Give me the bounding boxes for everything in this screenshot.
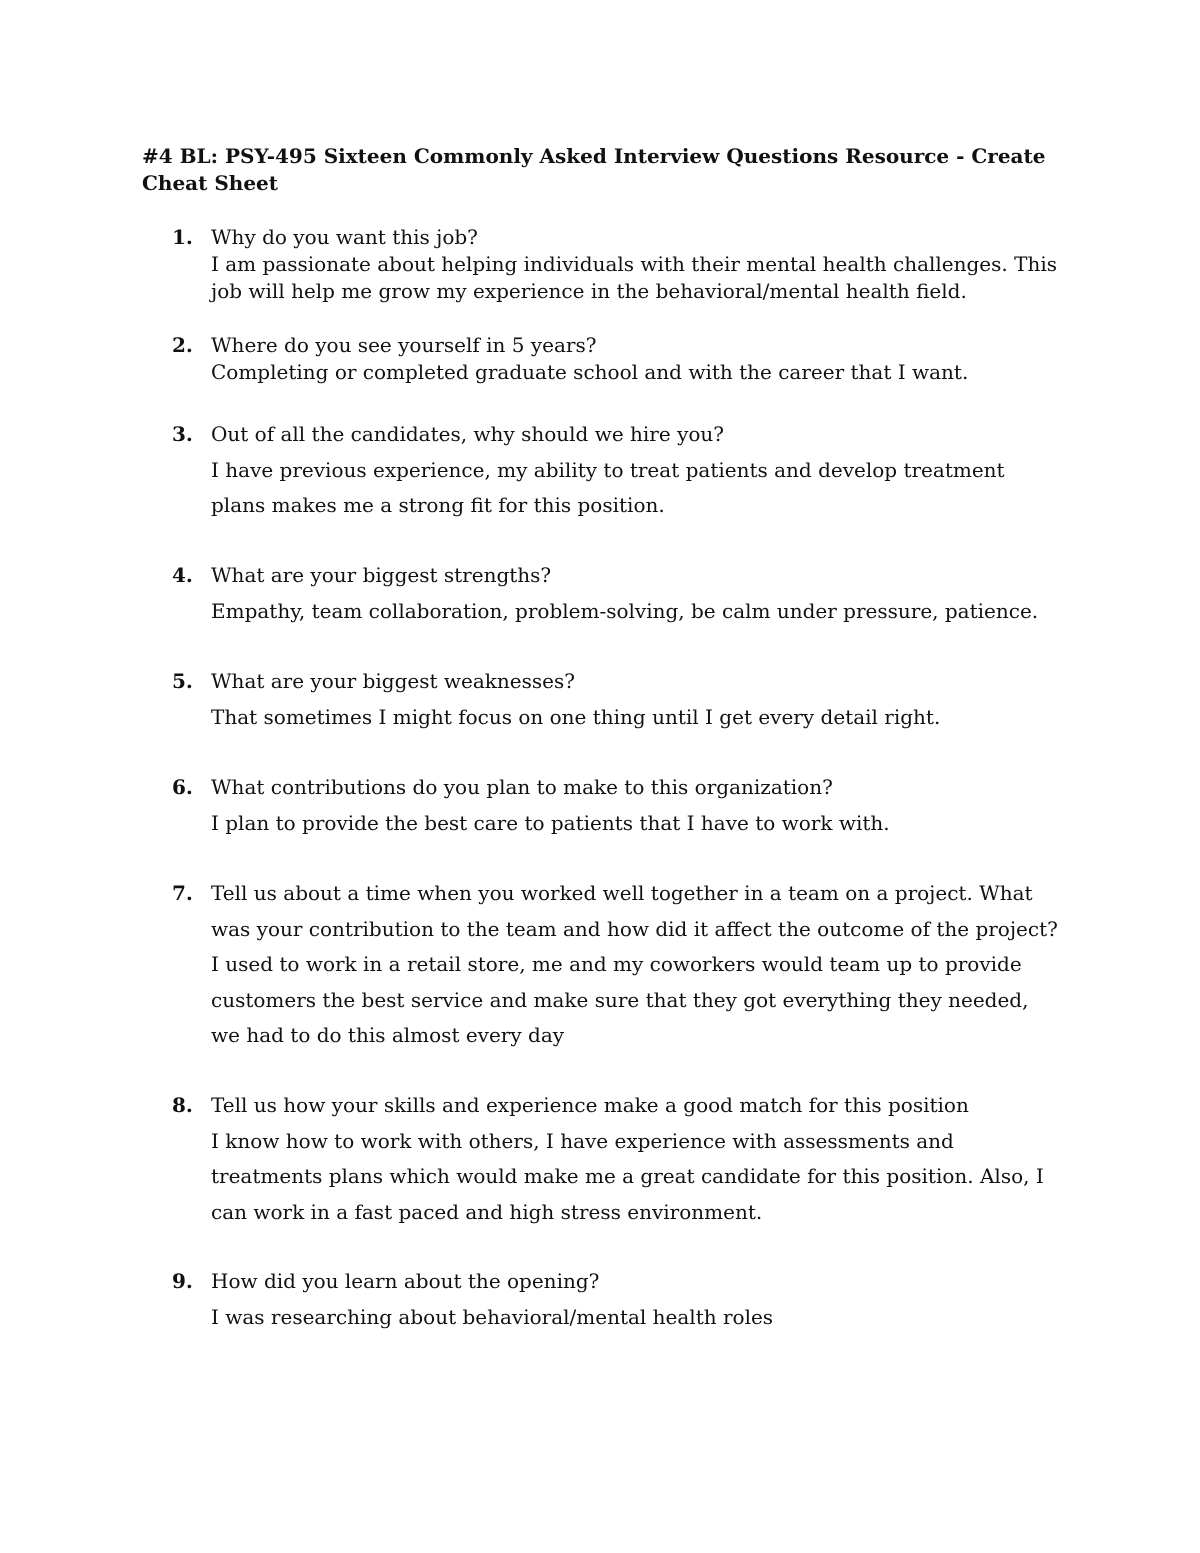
question-text: How did you learn about the opening? [211,1269,600,1293]
answer-text: I am passionate about helping individuals with their mental health challenges. This job will help me grow my experience in the behavioral/mental health field. [211,252,1058,303]
answer-text: That sometimes I might focus on one thing until I get every detail right. [211,704,941,729]
question-text: Where do you see yourself in 5 years? [211,333,597,357]
question-text: Tell us how your skills and experience make a good match for this position [211,1093,969,1117]
answer-text: Empathy, team collaboration, problem-solving, be calm under pressure, patience. [211,598,1039,623]
question-number: 7. [172,881,193,905]
answer-text: Completing or completed graduate school and with the career that I want. [211,360,969,384]
answer-text: I have previous experience, my ability to treat patients and develop treatment plans makes me a strong fit for this position. [211,457,1005,517]
question-number: 5. [172,669,193,693]
question-text: What contributions do you plan to make to this organization? [211,775,833,799]
question-text: Tell us about a time when you worked well together in a team on a project. What was your contribution to the team and how did it affect the outcome of the project? [211,881,1058,941]
question-number: 1. [172,225,193,249]
question-text: What are your biggest weaknesses? [211,669,575,693]
question-text: Out of all the candidates, why should we hire you? [211,422,725,446]
answer-text: I was researching about behavioral/mental health roles [211,1304,774,1329]
question-number: 6. [172,775,193,799]
question-number: 9. [172,1269,193,1293]
question-number: 2. [172,333,193,357]
question-number: 4. [172,563,193,587]
answer-text: I know how to work with others, I have experience with assessments and treatments plans which would make me a great candidate for this position. Also, I can work in a fast paced and high stress environment. [211,1128,1044,1224]
document-title: #4 BL: PSY-495 Sixteen Commonly Asked Interview Questions Resource - Create Cheat Sheet [142,144,1046,195]
question-number: 3. [172,422,193,446]
question-text: Why do you want this job? [211,225,478,249]
answer-text: I plan to provide the best care to patients that I have to work with. [211,810,890,835]
question-text: What are your biggest strengths? [211,563,552,587]
question-number: 8. [172,1093,193,1117]
answer-text: I used to work in a retail store, me and my coworkers would team up to provide customers the best service and make sure that they got everything they needed, we had to do this almost every day [211,952,1029,1047]
